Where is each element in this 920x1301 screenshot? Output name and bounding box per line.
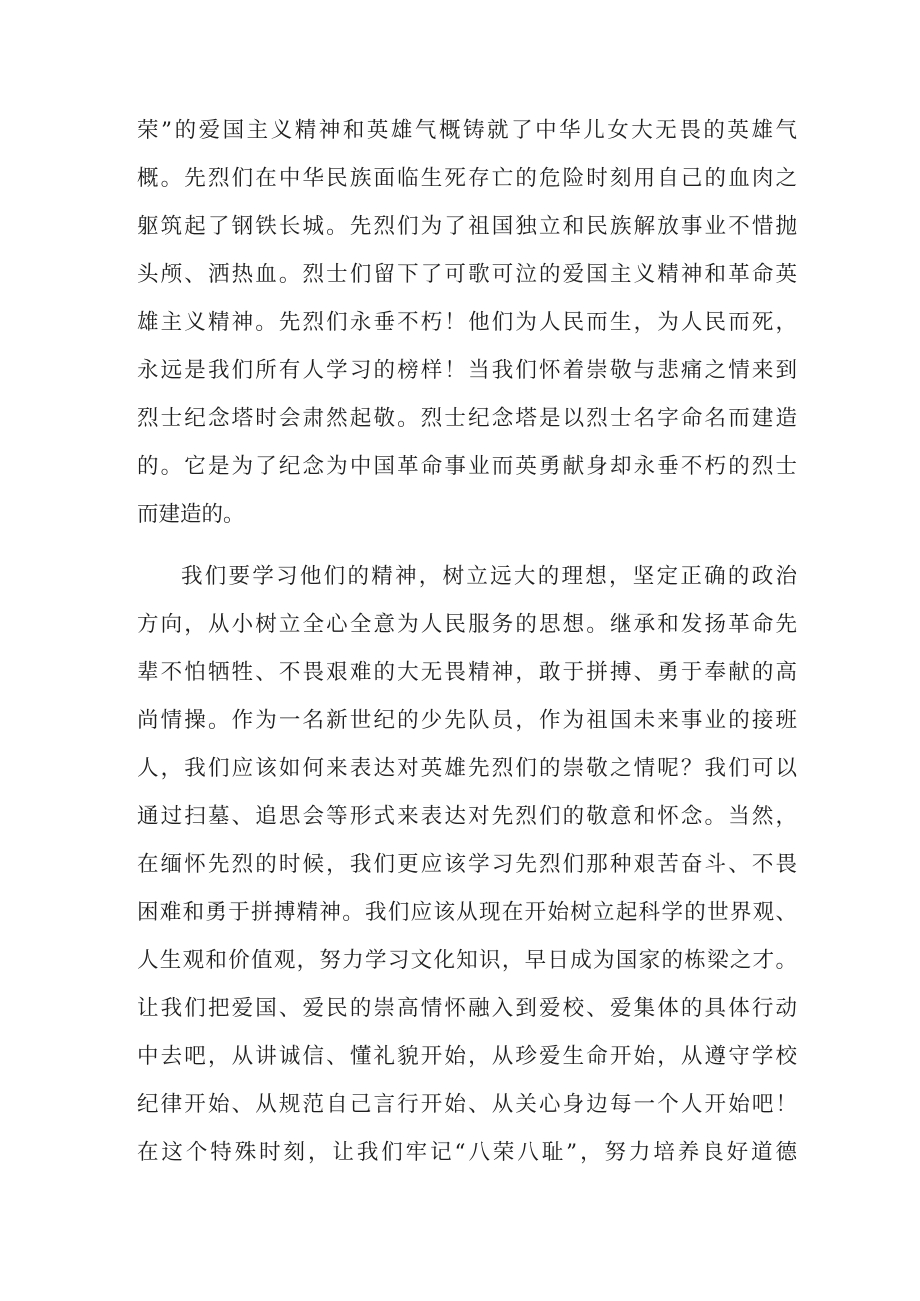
paragraph-1 [137, 107, 797, 539]
text-line: 纪律开始、从规范自己言行开始、从关心身边每一个人开始吧！ [137, 1092, 797, 1117]
text-line: 雄主义精神。先烈们永垂不朽！他们为人民而生，为人民而死， [137, 310, 797, 335]
text-line: 我们要学习他们的精神，树立远大的理想，坚定正确的政治 [181, 564, 797, 589]
paragraph-2 [137, 553, 797, 1177]
text-line: 的。它是为了纪念为中国革命事业而英勇献身却永垂不朽的烈士 [137, 454, 797, 479]
text-line: 永远是我们所有人学习的榜样！当我们怀着崇敬与悲痛之情来到 [137, 358, 797, 383]
text-line: 通过扫墓、追思会等形式来表达对先烈们的敬意和怀念。当然， [137, 804, 797, 829]
text-line: 荣”的爱国主义精神和英雄气概铸就了中华儿女大无畏的英雄气 [137, 118, 797, 143]
text-line: 困难和勇于拼搏精神。我们应该从现在开始树立起科学的世界观、 [137, 900, 797, 925]
text-line: 人，我们应该如何来表达对英雄先烈们的崇敬之情呢？我们可以 [137, 756, 797, 781]
text-line: 中去吧，从讲诚信、懂礼貌开始，从珍爱生命开始，从遵守学校 [137, 1044, 797, 1069]
text-line: 烈士纪念塔时会肃然起敬。烈士纪念塔是以烈士名字命名而建造 [137, 406, 797, 431]
text-line: 辈不怕牺牲、不畏艰难的大无畏精神，敢于拼搏、勇于奉献的高 [137, 660, 797, 685]
text-line: 人生观和价值观，努力学习文化知识，早日成为国家的栋梁之才。 [137, 948, 797, 973]
text-line: 躯筑起了钢铁长城。先烈们为了祖国独立和民族解放事业不惜抛 [137, 214, 797, 239]
text-line: 让我们把爱国、爱民的崇高情怀融入到爱校、爱集体的具体行动 [137, 996, 797, 1021]
text-line: 头颅、洒热血。烈士们留下了可歌可泣的爱国主义精神和革命英 [137, 262, 797, 287]
text-line: 而建造的。 [137, 502, 245, 527]
text-line: 概。先烈们在中华民族面临生死存亡的危险时刻用自己的血肉之 [137, 166, 797, 191]
text-line: 在缅怀先烈的时候，我们更应该学习先烈们那种艰苦奋斗、不畏 [137, 852, 797, 877]
text-line: 在这个特殊时刻，让我们牢记“八荣八耻”，努力培养良好道德 [137, 1140, 797, 1165]
text-line: 方向，从小树立全心全意为人民服务的思想。继承和发扬革命先 [137, 612, 797, 637]
text-line: 尚情操。作为一名新世纪的少先队员，作为祖国未来事业的接班 [137, 708, 797, 733]
